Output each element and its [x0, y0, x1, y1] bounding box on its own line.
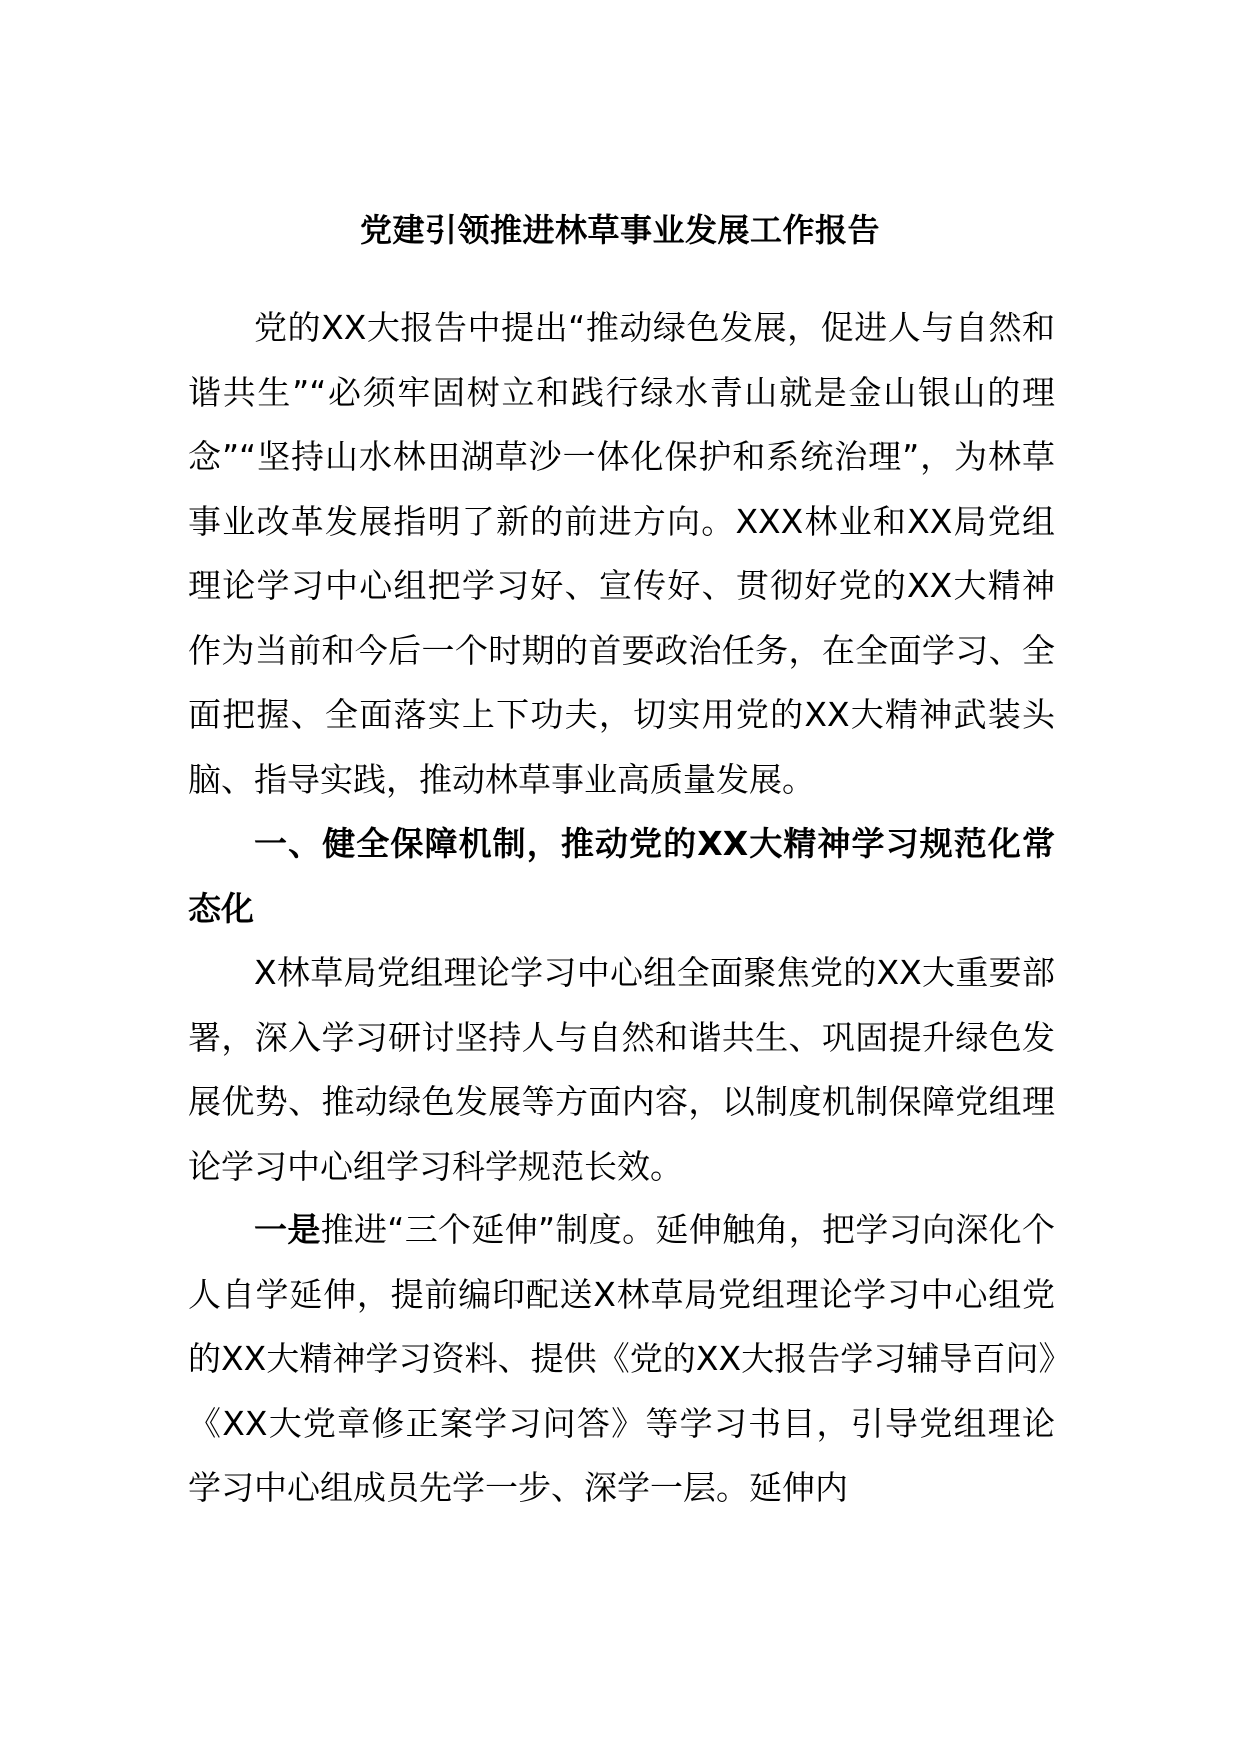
- document-title: 党建引领推进林草事业发展工作报告: [359, 211, 880, 249]
- item-lead-label: 一是: [254, 1210, 321, 1249]
- paragraph-item-1: [188, 1198, 1055, 1521]
- section-heading-1: 一、健全保障机制，推动党的XX大精神学习规范化常态化: [188, 824, 1055, 928]
- paragraph-intro: 党的XX大报告中提出“推动绿色发展，促进人与自然和谐共生”“必须牢固树立和践行绿水青山就是金山银山的理念”“坚持山水林田湖草沙一体化保护和系统治理”，为林草事业改革发展指明了新的前进方向。XXX林业和XX局党组理论学习中心组把学习好、宣传好、贯彻好党的XX大精神作为当前和今后一个时期的首要政治任务，在全面学习、全面把握、全面落实上下功夫，切实用党的XX大精神武装头脑、指导实践，推动林草事业高质量发展。: [188, 308, 1055, 799]
- item-text: 推进“三个延伸”制度。延伸触角，把学习向深化个人自学延伸，提前编印配送X林草局党组理论学习中心组党的XX大精神学习资料、提供《党的XX大报告学习辅导百问》《XX大党章修正案学习问答》等学习书目，引导党组理论学习中心组成员先学一步、深学一层。延伸内: [188, 1210, 1055, 1507]
- paragraph-section-1: X林草局党组理论学习中心组全面聚焦党的XX大重要部署，深入学习研讨坚持人与自然和谐共生、巩固提升绿色发展优势、推动绿色发展等方面内容，以制度机制保障党组理论学习中心组学习科学规范长效。: [188, 953, 1055, 1186]
